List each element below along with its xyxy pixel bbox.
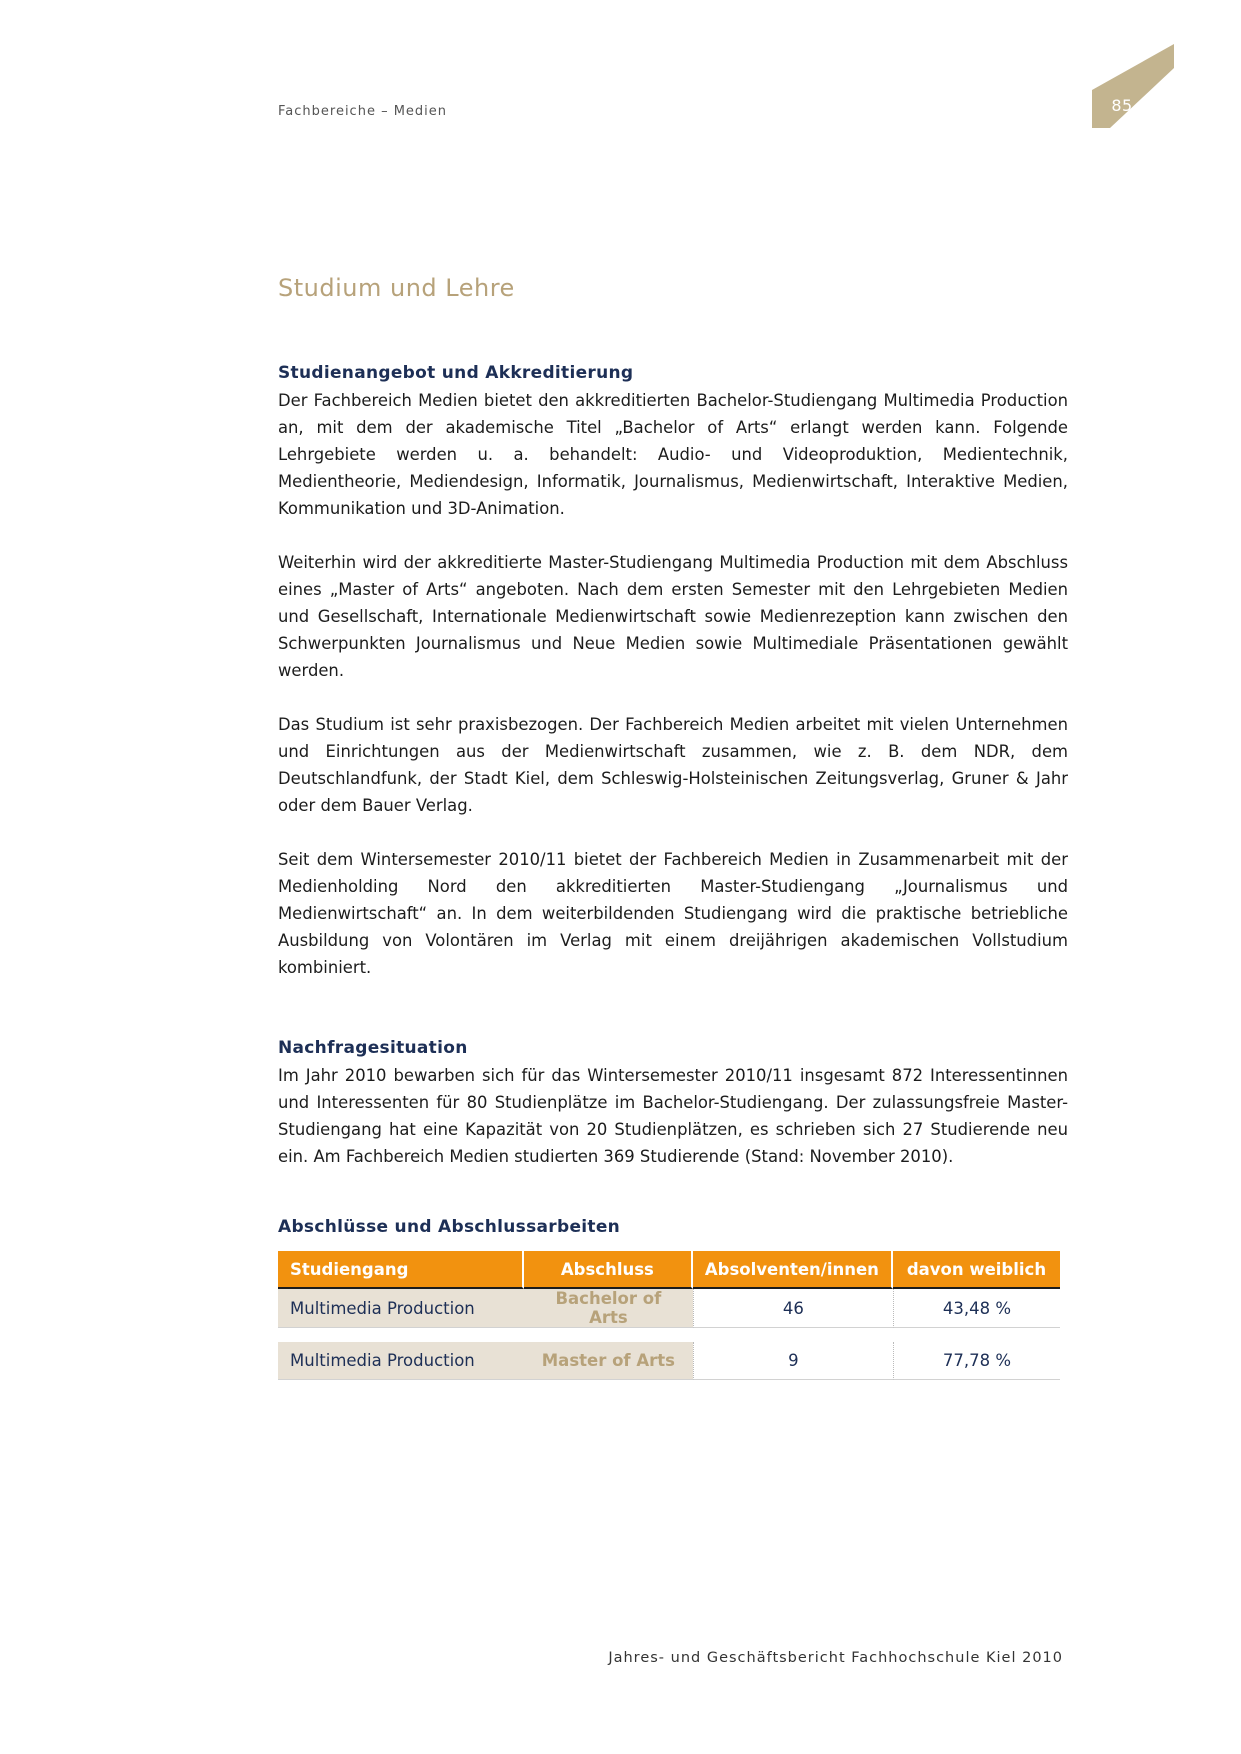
cell-graduates: 9	[693, 1342, 893, 1380]
heading-demand: Nachfragesituation	[278, 1038, 468, 1058]
column-header-graduates: Absolventen/innen	[693, 1251, 893, 1289]
section-title: Studium und Lehre	[278, 274, 515, 302]
page-number: 85	[1111, 96, 1133, 115]
table-header-row	[278, 1251, 1060, 1289]
cell-female-share: 43,48 %	[893, 1289, 1060, 1328]
cell-program: Multimedia Production	[278, 1342, 524, 1380]
paragraph-master: Weiterhin wird der akkreditierte Master-Studiengang Multimedia Production mit dem Abschluss eines „Master of Arts“ angeboten. Nach dem ersten Semester mit den Lehrgebieten Medien und Gesellschaft, Internationale Medienwirtschaft sowie Medienrezeption kann zwischen den Schwerpunkten Journalismus und Neue Medien sowie Multimediale Präsentationen gewählt werden.	[278, 553, 1068, 680]
column-header-program: Studiengang	[278, 1251, 524, 1289]
page-corner-badge	[1092, 44, 1182, 128]
column-header-degree: Abschluss	[524, 1251, 693, 1289]
running-head: Fachbereiche – Medien	[278, 104, 448, 119]
heading-study-offer: Studienangebot und Akkreditierung	[278, 363, 634, 383]
cell-degree: Master of Arts	[524, 1342, 693, 1380]
column-header-female: davon weiblich	[893, 1251, 1060, 1289]
cell-program: Multimedia Production	[278, 1289, 524, 1328]
table-caption: Abschlüsse und Abschlussarbeiten	[278, 1217, 621, 1237]
paragraph-demand: Im Jahr 2010 bewarben sich für das Wintersemester 2010/11 insgesamt 872 Interessentinnen und Interessenten für 80 Studienplätze im Bachelor-Studiengang. Der zulassungsfreie Master-Studiengang hat eine Kapazität von 20 Studienplätzen, es schrieben sich 27 Studierende neu ein. Am Fachbereich Medien studierten 369 Studierende (Stand: November 2010).	[278, 1066, 1068, 1166]
cell-female-share: 77,78 %	[893, 1342, 1060, 1380]
paragraph-practice: Das Studium ist sehr praxisbezogen. Der Fachbereich Medien arbeitet mit vielen Unternehmen und Einrichtungen aus der Medienwirtschaft zusammen, wie z. B. dem NDR, dem Deutschlandfunk, der Stadt Kiel, dem Schleswig-Holsteinischen Zeitungsverlag, Gruner & Jahr oder dem Bauer Verlag.	[278, 715, 1068, 815]
cell-degree: Bachelor of Arts	[524, 1289, 693, 1328]
table-row	[278, 1342, 1060, 1380]
cell-graduates: 46	[693, 1289, 893, 1328]
main-content	[278, 360, 1068, 1380]
graduates-table	[278, 1251, 1060, 1380]
footer-report-title: Jahres- und Geschäftsbericht Fachhochschule Kiel 2010	[608, 1650, 1063, 1666]
paragraph-journalism-master: Seit dem Wintersemester 2010/11 bietet der Fachbereich Medien in Zusammenarbeit mit der Medienholding Nord den akkreditierten Master-Studiengang „Journalismus und Medienwirtschaft“ an. In dem weiterbildenden Studiengang wird die praktische betriebliche Ausbildung von Volontären im Verlag mit einem dreijährigen akademischen Vollstudium kombiniert.	[278, 850, 1068, 977]
paragraph-bachelor: Der Fachbereich Medien bietet den akkreditierten Bachelor-Studiengang Multimedia Production an, mit dem der akademische Titel „Bachelor of Arts“ erlangt werden kann. Folgende Lehrgebiete werden u. a. behandelt: Audio- und Videoproduktion, Medientechnik, Medientheorie, Mediendesign, Informatik, Journalismus, Medienwirtschaft, Interaktive Medien, Kommunikation und 3D-Animation.	[278, 391, 1068, 518]
graduates-table-wrap	[278, 1251, 1060, 1380]
table-row	[278, 1289, 1060, 1328]
